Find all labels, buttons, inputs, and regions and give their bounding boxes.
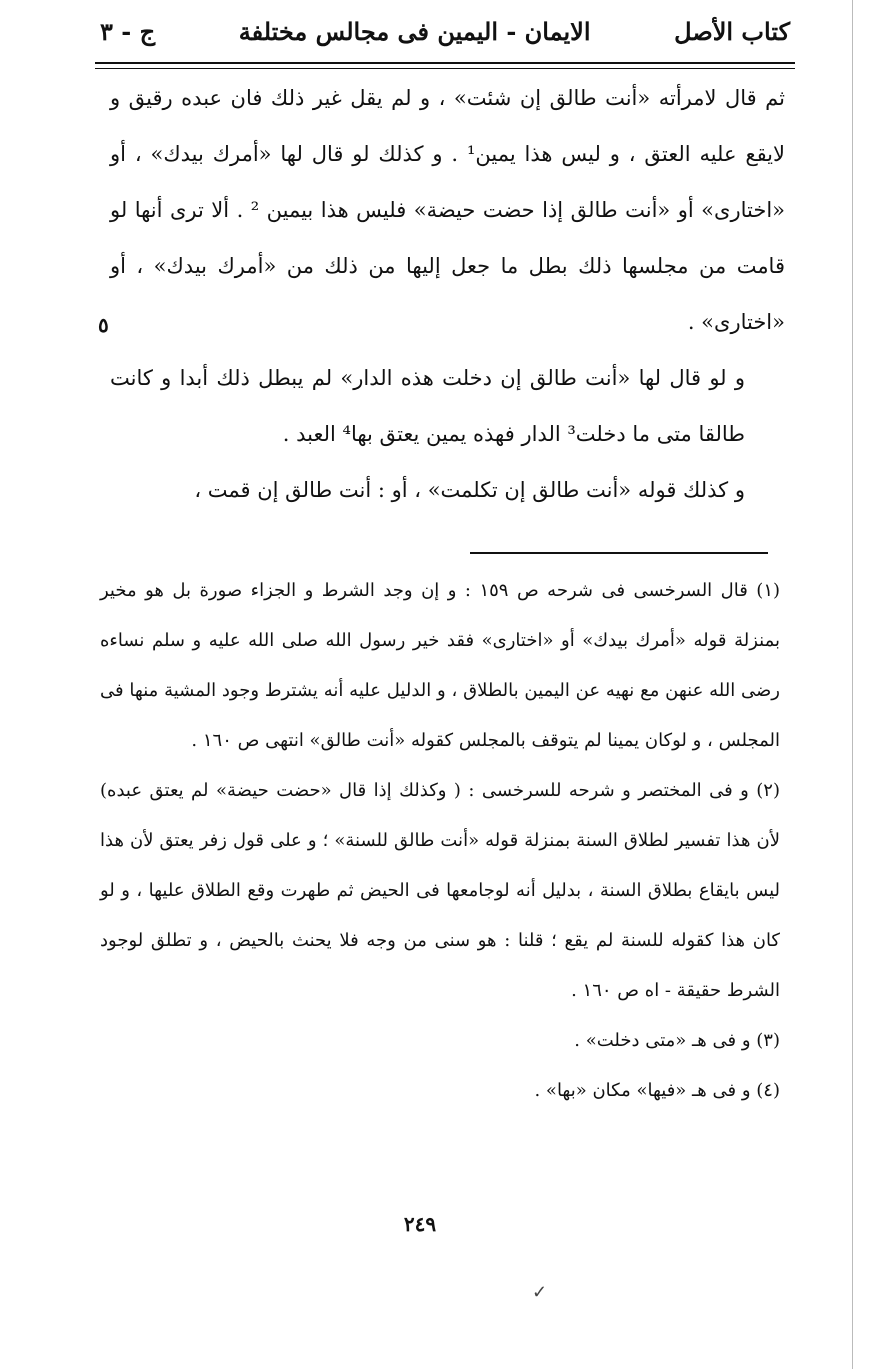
section-title: الايمان - اليمين فى مجالس مختلفة — [238, 16, 591, 46]
footnote-rule — [470, 552, 768, 554]
book-title: كتاب الأصل — [674, 16, 790, 46]
scan-edge-line — [852, 0, 853, 1369]
paragraph-1: ثم قال لامرأته «أنت طالق إن شئت» ، و لم يقل غير ذلك فان عبده رقيق و لايقع عليه العتق ، و ليس هذا يمين¹ . و كذلك لو قال لها «أمرك بيدك» ، أو «اختارى» أو «أنت طالق إذا حضت حيضة» فليس هذا بيمين ² . ألا ترى أنها لو قامت من مجلسها ذلك بطل ما جعل إليها من ذلك من «أمرك بيدك» ، أو «اختارى» . — [110, 86, 786, 334]
main-text — [110, 70, 785, 518]
page-number: ٢٤٩ — [403, 1212, 437, 1236]
footnote-3: (٣) و فى هـ «متى دخلت» . — [574, 1030, 780, 1051]
scan-speck-mark: ✓ — [532, 1282, 548, 1303]
footnote-2: (٢) و فى المختصر و شرحه للسرخسى : ( وكذلك إذا قال «حضت حيضة» لم يعتق عبده) لأن هذا تفسير لطلاق السنة بمنزلة قوله «أنت طالق للسنة» ؛ و على قول زفر يعتق لأن هذا ليس بايقاع بطلاق السنة ، بدليل أنه لوجامعها فى الحيض ثم طهرت وقع الطلاق عليها ، و لو كان هذا كقوله للسنة لم يقع ؛ قلنا : هو سنى من وجه فلا يحنث بالحيض ، و تطلق لوجود الشرط حقيقة - اه ص ١٦٠ . — [100, 780, 781, 1001]
volume-label: ج - ٣ — [100, 16, 156, 46]
paragraph-3: و كذلك قوله «أنت طالق إن تكلمت» ، أو : أنت طالق إن قمت ، — [194, 478, 745, 502]
header-rule — [95, 62, 795, 69]
paragraph-2: و لو قال لها «أنت طالق إن دخلت هذه الدار» لم يبطل ذلك أبدا و كانت طالقا متى ما دخلت³ الدار فهذه يمين يعتق بها⁴ العبد . — [110, 366, 745, 446]
footnote-1: (١) قال السرخسى فى شرحه ص ١٥٩ : و إن وجد الشرط و الجزاء صورة بل هو مخير بمنزلة قوله «أمرك بيدك» أو «اختارى» فقد خير رسول الله صلى الله عليه و سلم نساءه رضى الله عنهن مع نهيه عن اليمين بالطلاق ، و الدليل عليه أنه يشترط وجود المشية منها فى المجلس ، و لوكان يمينا لم يتوقف بالمجلس كقوله «أنت طالق» انتهى ص ١٦٠ . — [100, 580, 781, 751]
footnotes — [100, 566, 780, 1116]
footnote-4: (٤) و فى هـ «فيها» مكان «بها» . — [534, 1080, 780, 1101]
line-number-marker: ٥ — [98, 313, 109, 337]
running-header — [100, 10, 790, 52]
